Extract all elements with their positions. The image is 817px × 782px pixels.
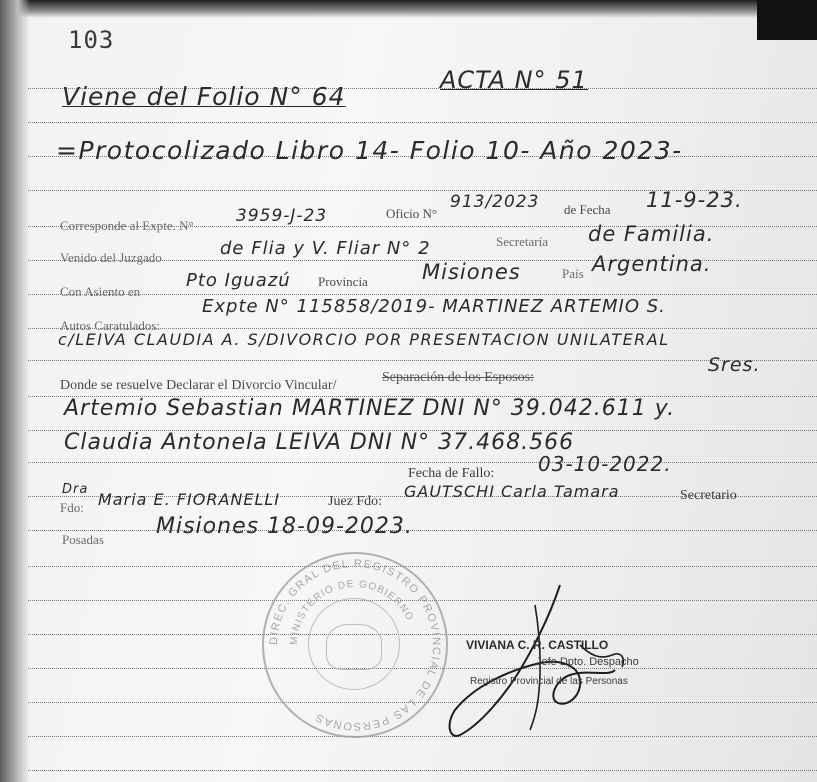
autos-value-2: c/LEIVA CLAUDIA A. S/DIVORCIO POR PRESENTACION UNILATERAL bbox=[58, 330, 670, 349]
provincia-value: Misiones bbox=[422, 260, 521, 284]
pais-value: Argentina. bbox=[592, 252, 712, 276]
ruled-line bbox=[28, 294, 817, 295]
secretario-label: Secretario bbox=[680, 488, 737, 503]
resuelve-label: Donde se resuelve Declarar el Divorcio Vincular/ bbox=[60, 378, 337, 393]
fallo-value: 03-10-2022. bbox=[538, 452, 672, 476]
signer-role: Jefe Dpto. Despacho bbox=[536, 656, 639, 668]
oficio-label: Oficio N° bbox=[386, 206, 438, 221]
juez-label: Juez Fdo: bbox=[328, 494, 383, 509]
autos-value: Expte N° 115858/2019- MARTINEZ ARTEMIO S. bbox=[202, 296, 666, 317]
secretaria-label: Secretaría bbox=[496, 234, 548, 249]
acta-number: ACTA N° 51 bbox=[440, 66, 588, 94]
fallo-label: Fecha de Fallo: bbox=[408, 466, 495, 481]
posadas-value: Misiones 18-09-2023. bbox=[156, 514, 413, 539]
ruled-line bbox=[28, 122, 817, 123]
seal-inner-text: MINISTERIO DE GOBIERNO bbox=[288, 578, 416, 646]
provincia-label: Provincia bbox=[318, 274, 368, 289]
seal-emblem-icon bbox=[326, 624, 382, 670]
resuelve-value: Sres. bbox=[708, 354, 761, 376]
asiento-value: Pto Iguazú bbox=[186, 270, 291, 291]
asiento-label: Con Asiento en bbox=[60, 284, 141, 299]
ruled-line bbox=[28, 462, 817, 463]
ruled-line bbox=[28, 530, 817, 531]
official-seal-stamp bbox=[262, 552, 448, 738]
juez-name: Maria E. FIORANELLI bbox=[98, 490, 281, 509]
page-number: 103 bbox=[68, 26, 115, 54]
venido-value: de Flia y V. Fliar N° 2 bbox=[220, 238, 431, 259]
protocolizado-line: =Protocolizado Libro 14- Folio 10- Año 2023- bbox=[56, 136, 683, 165]
ruled-line bbox=[28, 736, 817, 737]
seal-outer-text: DIREC. GRAL DEL REGISTRO PROVINCIAL DE LAS PERSONAS bbox=[267, 557, 443, 733]
secretaria-value: de Familia. bbox=[588, 222, 715, 246]
oficio-value: 913/2023 bbox=[450, 192, 540, 212]
corresponde-label: Corresponde al Expte. N° bbox=[60, 218, 194, 233]
resuelve-struck: Separación de los Esposos: bbox=[382, 370, 535, 385]
pais-label: País bbox=[562, 266, 584, 281]
autos-label: Autos Caratulados: bbox=[60, 318, 161, 333]
scan-corner bbox=[757, 0, 817, 40]
viene-del-folio: Viene del Folio N° 64 bbox=[62, 82, 346, 111]
esposa-line: Claudia Antonela LEIVA DNI N° 37.468.566 bbox=[64, 430, 575, 455]
posadas-label: Posadas bbox=[62, 532, 104, 547]
corresponde-value: 3959-J-23 bbox=[236, 206, 328, 226]
secretario-name: GAUTSCHI Carla Tamara bbox=[404, 482, 620, 501]
ruled-line bbox=[28, 770, 817, 771]
signer-office: Registro Provincial de las Personas bbox=[470, 676, 628, 687]
venido-label: Venido del Juzgado bbox=[60, 250, 162, 265]
fecha-value: 11-9-23. bbox=[646, 188, 743, 212]
ruled-line bbox=[28, 360, 817, 361]
signer-name: VIVIANA C. R. CASTILLO bbox=[466, 638, 609, 652]
page-binding-edge bbox=[0, 0, 30, 782]
fecha-label: de Fecha bbox=[564, 202, 611, 217]
esposo-line: Artemio Sebastian MARTINEZ DNI N° 39.042.611 y. bbox=[64, 396, 676, 421]
fdo-label: Fdo: bbox=[60, 500, 84, 515]
scan-shadow bbox=[0, 0, 817, 18]
fdo-prefix: Dra bbox=[62, 482, 89, 497]
